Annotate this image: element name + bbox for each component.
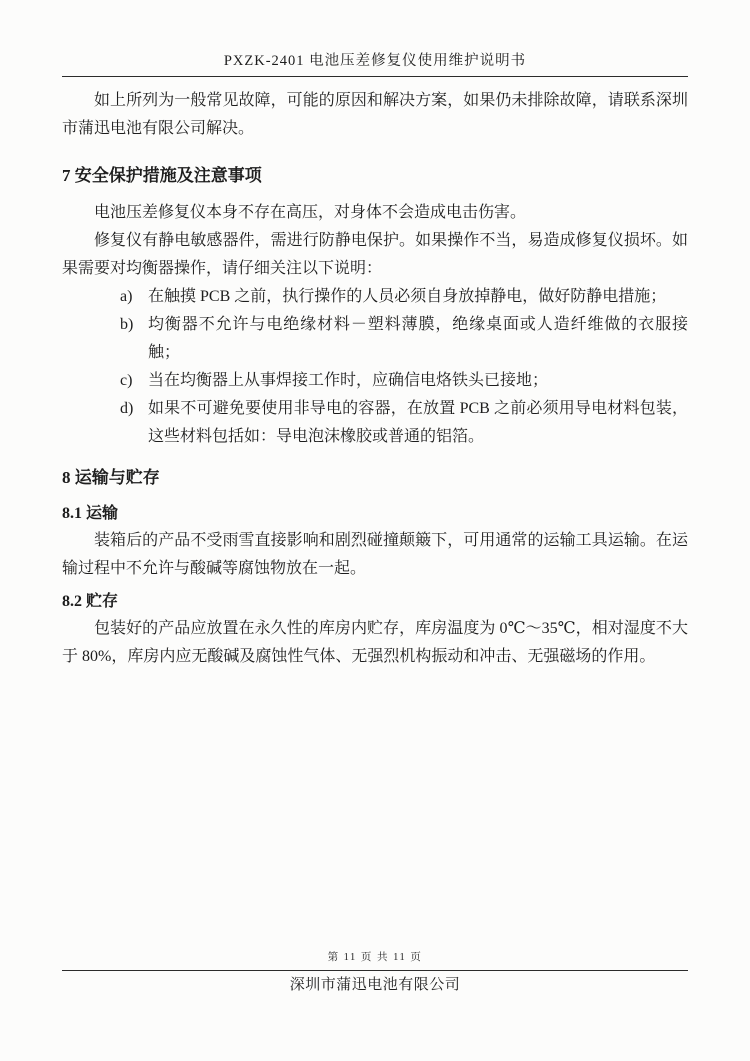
page-header [62, 0, 688, 77]
company-name: 深圳市蒲迅电池有限公司 [62, 970, 688, 996]
section-8-1-paragraph: 装箱后的产品不受雨雪直接影响和剧烈碰撞颠簸下，可用通常的运输工具运输。在运输过程中不允许与酸碱等腐蚀物放在一起。 [62, 532, 688, 577]
page-footer [62, 946, 688, 996]
page-number: 第 11 页 共 11 页 [327, 952, 423, 963]
list-item-marker: d) [120, 400, 134, 417]
section-8-2-paragraph: 包装好的产品应放置在永久性的库房内贮存，库房温度为 0℃～35℃，相对湿度不大于 80%，库房内应无酸碱及腐蚀性气体、无强烈机构振动和冲击、无强磁场的作用。 [62, 620, 688, 665]
list-item-marker: b) [120, 316, 134, 333]
list-item [62, 283, 688, 311]
list-item-text: 在触摸 PCB 之前，执行操作的人员必须自身放掉静电，做好防静电措施； [148, 288, 667, 305]
list-item [62, 395, 688, 451]
section-7-heading: 7 安全保护措施及注意事项 [62, 166, 262, 185]
intro-paragraph: 如上所列为一般常见故障，可能的原因和解决方案，如果仍未排除故障，请联系深圳市蒲迅电池有限公司解决。 [62, 92, 688, 137]
page-body [62, 87, 688, 671]
list-item-text: 均衡器不允许与电绝缘材料－塑料薄膜，绝缘桌面或人造纤维做的衣服接触； [148, 316, 688, 361]
list-item-text: 当在均衡器上从事焊接工作时，应确信电烙铁头已接地； [148, 372, 549, 389]
section-8-2-heading: 8.2 贮存 [62, 593, 119, 610]
list-item [62, 311, 688, 367]
list-item-marker: a) [120, 288, 133, 305]
safety-instruction-list [62, 283, 688, 451]
list-item [62, 367, 688, 395]
section-8-heading: 8 运输与贮存 [62, 468, 160, 487]
section-7-paragraph-1: 电池压差修复仪本身不存在高压，对身体不会造成电击伤害。 [94, 204, 527, 221]
section-8-1-heading: 8.1 运输 [62, 505, 119, 522]
list-item-text: 如果不可避免要使用非导电的容器，在放置 PCB 之前必须用导电材料包装，这些材料包括如：导电泡沫橡胶或普通的铝箔。 [148, 400, 688, 445]
document-title: PXZK-2401 电池压差修复仪使用维护说明书 [223, 53, 527, 69]
section-7-paragraph-2: 修复仪有静电敏感器件，需进行防静电保护。如果操作不当，易造成修复仪损坏。如果需要对均衡器操作，请仔细关注以下说明： [62, 232, 688, 277]
list-item-marker: c) [120, 372, 133, 389]
